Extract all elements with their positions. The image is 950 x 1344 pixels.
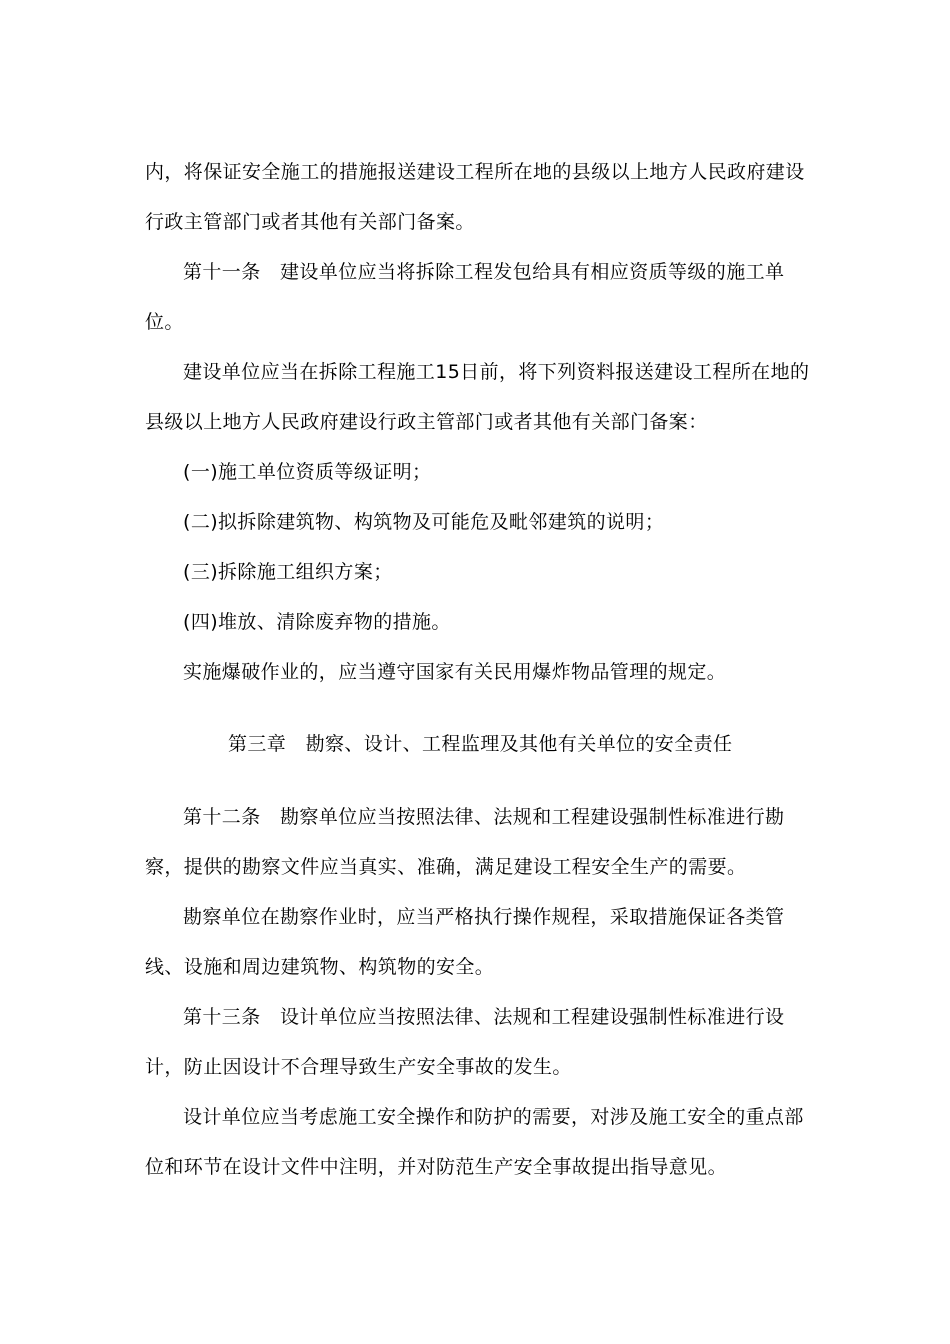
paragraph-line: 勘察单位在勘察作业时，应当严格执行操作规程，采取措施保证各类管 <box>183 906 785 928</box>
article-12-line: 第十二条 勘察单位应当按照法律、法规和工程建设强制性标准进行勘 <box>183 806 785 828</box>
list-item: (三)拆除施工组织方案； <box>183 561 393 583</box>
paragraph-line: 位和环节在设计文件中注明，并对防范生产安全事故提出指导意见。 <box>145 1156 728 1178</box>
paragraph-line: 察，提供的勘察文件应当真实、准确，满足建设工程安全生产的需要。 <box>145 856 747 878</box>
paragraph-line: 实施爆破作业的，应当遵守国家有关民用爆炸物品管理的规定。 <box>183 661 727 683</box>
chapter-heading: 第三章 勘察、设计、工程监理及其他有关单位的安全责任 <box>228 733 733 755</box>
paragraph-line: 线、设施和周边建筑物、构筑物的安全。 <box>145 956 495 978</box>
paragraph-line: 县级以上地方人民政府建设行政主管部门或者其他有关部门备案： <box>145 411 708 433</box>
list-item: (四)堆放、清除废弃物的措施。 <box>183 611 451 633</box>
paragraph-line: 计，防止因设计不合理导致生产安全事故的发生。 <box>145 1056 572 1078</box>
paragraph-line: 行政主管部门或者其他有关部门备案。 <box>145 211 475 233</box>
list-item: (二)拟拆除建筑物、构筑物及可能危及毗邻建筑的说明； <box>183 511 665 533</box>
paragraph-line: 内，将保证安全施工的措施报送建设工程所在地的县级以上地方人民政府建设 <box>145 161 805 183</box>
article-11-line: 第十一条 建设单位应当将拆除工程发包给具有相应资质等级的施工单 <box>183 261 785 283</box>
article-13-line: 第十三条 设计单位应当按照法律、法规和工程建设强制性标准进行设 <box>183 1006 785 1028</box>
paragraph-line: 建设单位应当在拆除工程施工15日前，将下列资料报送建设工程所在地的 <box>183 361 810 383</box>
paragraph-line: 设计单位应当考虑施工安全操作和防护的需要，对涉及施工安全的重点部 <box>183 1106 804 1128</box>
paragraph-line: 位。 <box>145 311 184 333</box>
list-item: (一)施工单位资质等级证明； <box>183 461 432 483</box>
